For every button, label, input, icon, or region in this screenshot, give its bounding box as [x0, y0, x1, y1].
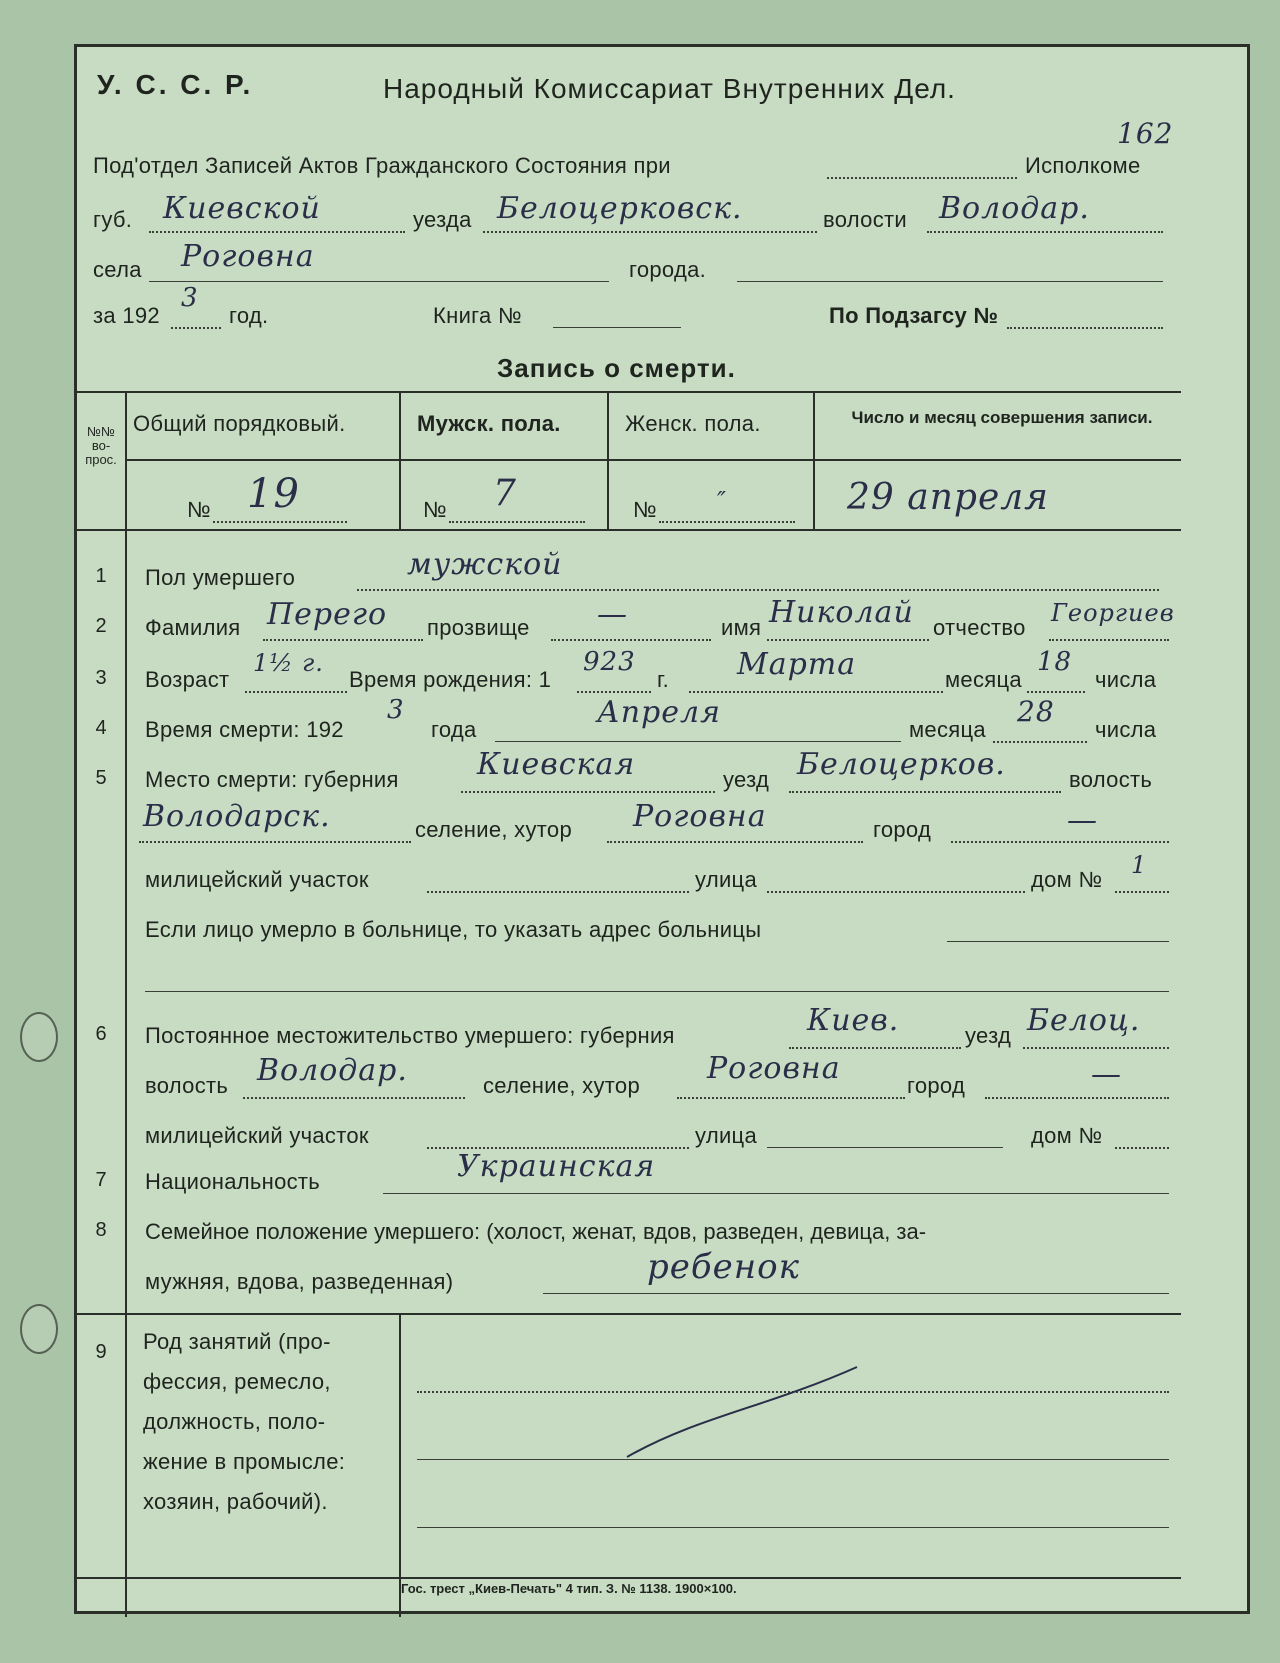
table-bottom-line: [77, 529, 1181, 531]
birth-year-line: [577, 691, 651, 693]
female-no-line: [659, 521, 795, 523]
residence-village-line: [677, 1097, 905, 1099]
residence-gub-value: Киев.: [807, 1003, 900, 1038]
death-street-label: улица: [695, 867, 757, 892]
birth-year-value: 923: [583, 647, 636, 677]
sheet-number: 162: [1117, 117, 1174, 150]
occupation-label-4: жение в промысле:: [143, 1449, 346, 1474]
death-city-value: —: [1067, 803, 1098, 838]
death-place-label: Место смерти: губерния: [145, 767, 399, 792]
gorod-label: города.: [629, 257, 707, 282]
death-volost-label: волость: [1069, 767, 1153, 792]
marital-label-2: мужняя, вдова, разведенная): [145, 1269, 454, 1294]
death-time-label: Время смерти: 192: [145, 717, 344, 742]
form-bottom-line: [77, 1577, 1181, 1579]
birth-g-label: г.: [657, 667, 670, 692]
birth-day-line: [1027, 691, 1085, 693]
occupation-label-3: должность, поло-: [143, 1409, 326, 1434]
death-militia-line: [427, 891, 689, 893]
surname-label: Фамилия: [145, 615, 241, 640]
male-no-label: №: [423, 497, 447, 522]
residence-label: Постоянное местожительство умершего: губерния: [145, 1023, 675, 1048]
ispolkom-label: Исполкоме: [1025, 153, 1141, 178]
gub-value: Киевской: [163, 191, 321, 226]
row-num-9: 9: [95, 1341, 107, 1363]
birth-month-value: Марта: [737, 647, 857, 682]
residence-village-label: селение, хутор: [483, 1073, 640, 1098]
printer-footer: Гос. трест „Киев-Печать" 4 тип. З. № 1138. 1900×100.: [401, 1581, 737, 1596]
residence-gub-line: [789, 1047, 961, 1049]
occupation-line-3: [417, 1527, 1169, 1528]
residence-uezd-value: Белоц.: [1027, 1003, 1141, 1038]
sex-label: Пол умершего: [145, 565, 296, 590]
year-line: [171, 327, 221, 329]
general-no-line: [213, 521, 347, 523]
patronymic-line: [1049, 639, 1169, 641]
death-gub-value: Киевская: [477, 747, 636, 782]
residence-city-label: город: [907, 1073, 966, 1098]
row-num-6: 6: [95, 1023, 107, 1045]
death-volost-line: [139, 841, 411, 843]
surname-value: Перего: [267, 597, 388, 632]
selo-value: Роговна: [181, 239, 315, 274]
year-label: за 192: [93, 303, 160, 328]
residence-house-label: дом №: [1031, 1123, 1103, 1148]
death-month-line: [495, 741, 901, 742]
col-male: Мужск. пола.: [417, 411, 561, 436]
book-label: Книга №: [433, 303, 522, 328]
punch-hole-bottom: [20, 1304, 58, 1354]
residence-street-label: улица: [695, 1123, 757, 1148]
death-city-label: город: [873, 817, 932, 842]
q-col-label: №№ во-прос.: [85, 424, 117, 467]
nickname-line: [551, 639, 711, 641]
occupation-top-line: [77, 1313, 1181, 1315]
uezd-value: Белоцерковск.: [497, 191, 743, 226]
selo-label: села: [93, 257, 142, 282]
nationality-label: Национальность: [145, 1169, 321, 1194]
gub-label: губ.: [93, 207, 133, 232]
death-village-value: Роговна: [633, 799, 767, 834]
birth-label: Время рождения: 1: [349, 667, 552, 692]
record-title: Запись о смерти.: [497, 353, 736, 383]
death-month-value: Апреля: [597, 695, 721, 730]
patronymic-value: Георгиев: [1051, 599, 1175, 627]
nationality-value: Украинская: [457, 1149, 656, 1184]
occupation-col-line: [399, 1313, 401, 1617]
death-city-line: [951, 841, 1169, 843]
birth-day-label: числа: [1095, 667, 1157, 692]
year-suffix: год.: [229, 303, 269, 328]
book-line: [553, 327, 681, 328]
row-num-3: 3: [95, 667, 107, 689]
col-female: Женск. пола.: [625, 411, 761, 436]
selo-line: [149, 281, 609, 282]
patronymic-label: отчество: [933, 615, 1026, 640]
death-house-value: 1: [1131, 851, 1148, 879]
female-no-label: №: [633, 497, 657, 522]
marital-label-1: Семейное положение умершего: (холост, женат, вдов, разведен, девица, за-: [145, 1219, 927, 1244]
age-line: [245, 691, 347, 693]
marital-line: [543, 1293, 1169, 1294]
general-no-label: №: [187, 497, 211, 522]
death-day-value: 28: [1017, 695, 1055, 728]
age-label: Возраст: [145, 667, 230, 692]
nationality-line: [383, 1193, 1169, 1194]
col-general: Общий порядковый.: [133, 411, 346, 436]
dept-dotline: [827, 177, 1017, 179]
death-village-line: [607, 841, 863, 843]
residence-village-value: Роговна: [707, 1051, 841, 1086]
death-record-form: [74, 44, 1250, 1614]
male-no-line: [449, 521, 585, 523]
death-year-value: 3: [387, 695, 405, 725]
record-date-value: 29 апреля: [847, 477, 1050, 518]
gorod-line: [737, 281, 1163, 282]
name-value: Николай: [769, 595, 914, 630]
row-num-1: 1: [95, 565, 107, 587]
uezd-line: [483, 231, 817, 233]
death-volost-value: Володарск.: [143, 799, 331, 834]
table-header-line: [125, 459, 1181, 461]
birth-month-line: [689, 691, 943, 693]
volost-line: [927, 231, 1163, 233]
volost-label: волости: [823, 207, 907, 232]
punch-hole-top: [20, 1012, 58, 1062]
death-house-line: [1115, 891, 1169, 893]
residence-uezd-label: уезд: [965, 1023, 1012, 1048]
male-no-value: 7: [493, 473, 517, 514]
gub-line: [149, 231, 405, 233]
commissariat-title: Народный Комиссариат Внутренних Дел.: [383, 73, 956, 104]
row-num-8: 8: [95, 1219, 107, 1241]
hospital-line-2: [145, 991, 1169, 992]
residence-uezd-line: [1023, 1047, 1169, 1049]
row-num-7: 7: [95, 1169, 107, 1191]
republic-title: У. С. С. Р.: [97, 69, 254, 100]
uezd-label: уезда: [413, 207, 472, 232]
nickname-label: прозвище: [427, 615, 530, 640]
name-line: [767, 639, 929, 641]
podzags-line: [1007, 327, 1163, 329]
death-day-label: числа: [1095, 717, 1157, 742]
death-house-label: дом №: [1031, 867, 1103, 892]
residence-city-value: —: [1091, 1057, 1122, 1092]
death-village-label: селение, хутор: [415, 817, 572, 842]
residence-volost-value: Володар.: [257, 1053, 408, 1088]
hospital-label: Если лицо умерло в больнице, то указать адрес больницы: [145, 917, 762, 942]
residence-city-line: [985, 1097, 1169, 1099]
table-top-line: [77, 391, 1181, 393]
col-date: Число и месяц совершения записи.: [851, 408, 1153, 427]
residence-volost-label: волость: [145, 1073, 229, 1098]
age-value: 1½ г.: [253, 649, 324, 677]
death-gub-line: [461, 791, 715, 793]
residence-militia-label: милицейский участок: [145, 1123, 369, 1148]
death-month-label: месяца: [909, 717, 986, 742]
birth-day-value: 18: [1037, 647, 1073, 677]
occupation-label-1: Род занятий (про-: [143, 1329, 331, 1354]
general-no-value: 19: [247, 471, 300, 517]
hospital-line-1: [947, 941, 1169, 942]
year-value: 3: [181, 283, 199, 313]
nickname-value: —: [597, 597, 628, 632]
q-col-line: [125, 391, 127, 1617]
occupation-label-2: фессия, ремесло,: [143, 1369, 331, 1394]
death-uezd-line: [789, 791, 1061, 793]
row-num-4: 4: [95, 717, 107, 739]
death-year-label: года: [431, 717, 477, 742]
residence-volost-line: [243, 1097, 465, 1099]
volost-value: Володар.: [939, 191, 1090, 226]
podzags-label: По Подзагсу №: [829, 303, 999, 328]
dept-label: Под'отдел Записей Актов Гражданского Состояния при: [93, 153, 671, 178]
female-no-value: ″: [717, 487, 727, 515]
death-uezd-label: уезд: [723, 767, 770, 792]
sex-line: [357, 589, 1159, 591]
surname-line: [263, 639, 423, 641]
residence-house-line: [1115, 1147, 1169, 1149]
death-militia-label: милицейский участок: [145, 867, 369, 892]
occupation-dash-mark: [617, 1347, 917, 1467]
death-uezd-value: Белоцерков.: [797, 747, 1006, 782]
sex-value: мужской: [407, 547, 563, 582]
death-street-line: [767, 891, 1025, 893]
occupation-label-5: хозяин, рабочий).: [143, 1489, 328, 1514]
row-num-2: 2: [95, 615, 107, 637]
birth-month-label: месяца: [945, 667, 1022, 692]
marital-value: ребенок: [647, 1247, 800, 1287]
death-day-line: [993, 741, 1087, 743]
row-num-5: 5: [95, 767, 107, 789]
name-label: имя: [721, 615, 762, 640]
residence-street-line: [767, 1147, 1003, 1148]
